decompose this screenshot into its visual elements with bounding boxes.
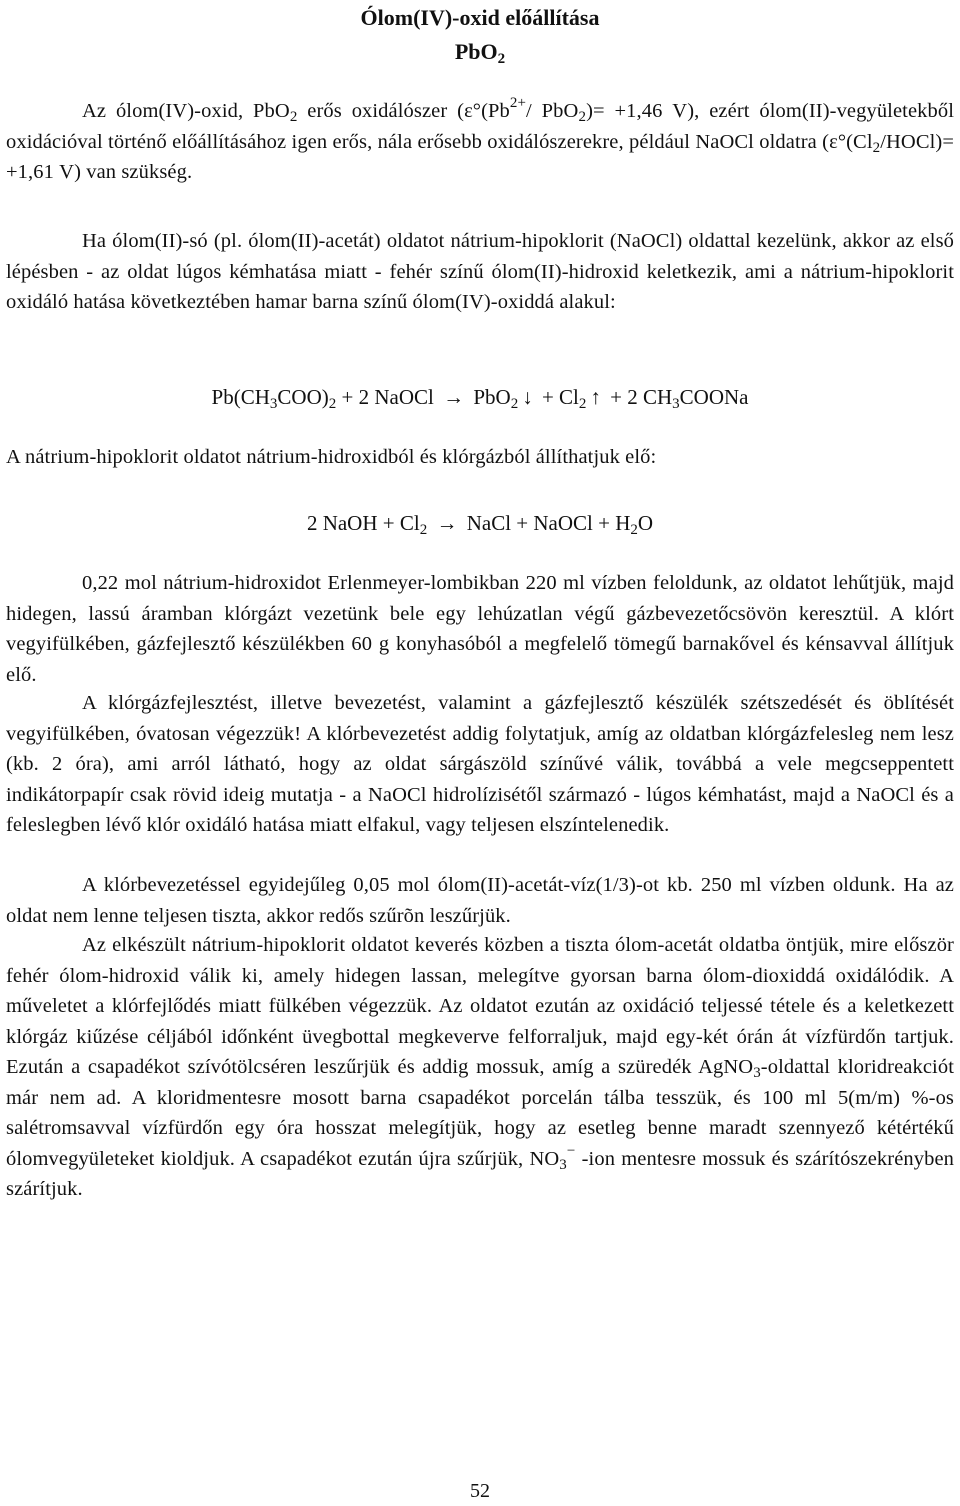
gas-arrow: ↑ bbox=[590, 385, 601, 409]
formula-heading bbox=[0, 38, 960, 66]
equation-oxidation: $Pb(CH_3COO)_2 + 2$ NaOCl → PbO$_2$ ↓ + $Cl_2$ ↑ + 2 $CH_3COONa$ bbox=[0, 382, 960, 412]
formula-sub: 2 bbox=[497, 51, 506, 67]
reaction-arrow: → bbox=[443, 385, 465, 409]
reaction-arrow: → bbox=[436, 511, 458, 535]
formula-base: PbO bbox=[454, 39, 498, 64]
paragraph-procedure-3: A klórbevezetéssel egyidejűleg 0,05 mol ólom(II)-acetát-víz(1/3)-ot kb. 250 ml vízben oldunk. Ha az oldat nem lenne teljesen tiszta, akkor redős szűrõn leszűrjük. bbox=[6, 874, 954, 927]
paragraph-procedure-2: A klórgázfejlesztést, illetve bevezetést, valamint a gázfejlesztő készülék szétszedését és öblítését vegyifülkében, óvatosan végezzük! A klórbevezetést addig folytatjuk, amíg az oldatban klórgázfelesleg nem lesz (kb. 2 óra), ami arról látható, hogy az oldat sárgászöld színűvé válik, továbbá a vele megcseppentett indikátorpapír csak rövid ideig mutatja - a NaOCl hidrolízisétől származó - lúgos kémhatást, majd a NaOCl és a feleslegben lévő klór oxidáló hatása miatt elfakul, vagy teljesen elszíntelenedik. bbox=[6, 692, 954, 836]
document-title: Ólom(IV)-oxid előállítása bbox=[360, 5, 600, 30]
paragraph-procedure-1: 0,22 mol nátrium-hidroxidot Erlenmeyer-lombikban 220 ml vízben feloldunk, az oldatot lehűtjük, majd hidegen, lassú áramban klórgázt vezetünk bele egy lehúzatlan végű gázbevezetőcsövön keresztül. A klórt vegyifülkében, gázfejlesztő készülékben 60 g konyhasóból a megfelelő tömegű barnakővel és kénsavval állítjuk elő. bbox=[6, 572, 954, 686]
paragraph-reaction-description: Ha ólom(II)-só (pl. ólom(II)-acetát) oldatot nátrium-hipoklorit (NaOCl) oldattal kezelünk, akkor az első lépésben - az oldat lúgos kémhatása miatt - fehér színű ólom(II)-hidroxid keletkezik, ami a nátrium-hipoklorit oxidáló hatása következtében hamar barna színű ólom(IV)-oxiddá alakul: bbox=[6, 230, 954, 313]
paragraph-intro: Az ólom(IV)-oxid, PbO$_2$ erős oxidálószer ($\varepsilon^\circ(Pb^{2+}/$ PbO$_2$)= +1,46 V), ezért ólom(II)-vegyületekből oxidációval történő előállításához igen erős, nála erősebb oxidálószerekre, például NaOCl oldatra ($\varepsilon^\circ(Cl_2/HOCl)= +1,61$ V) van szükség. bbox=[6, 95, 955, 183]
equation-hypochlorite: 2 NaOH + $Cl_2$ → NaCl + NaOCl + $H_2O$ bbox=[0, 508, 960, 538]
paragraph-hypochlorite-prep: A nátrium-hipoklorit oldatot nátrium-hidroxidból és klórgázból állíthatjuk elő: bbox=[6, 446, 657, 468]
paragraph-procedure-4: Az elkészült nátrium-hipoklorit oldatot keverés közben a tiszta ólom-acetát oldatba öntjük, mire először fehér ólom-hidroxid válik ki, amely hidegen lassan, melegítve gyorsan barna ólom-dioxiddá oxidálódik. A műveletet a klórfejlődés miatt fülkében végezzük. Az oldatot ezután az oxidáció teljessé tétele és a keletkezett klórgáz kiűzése céljából időnként üvegbottal megkeverve felforraljuk, majd egy-két órán át vízfürdőn tartjuk. Ezután a csapadékot szívótölcséren leszűrjük és addig mossuk, amíg a szüredék AgNO$_3$-oldattal kloridreakciót már nem ad. A kloridmentesre mosott barna csapadékot porcelán tálba tesszük, és 100 ml 5(m/m) %-os salétromsavval vízfürdőn egy óra hosszat melegítjük, hogy az esetleg benne maradt szennyező kétértékű ólomvegyületeket kioldjuk. A csapadékot ezután újra szűrjük, $NO_3^-$ -ion mentesre mossuk és szárítószekrényben szárítjuk. bbox=[6, 934, 954, 1200]
page-number: 52 bbox=[470, 1480, 490, 1502]
precipitate-arrow: ↓ bbox=[522, 385, 533, 409]
